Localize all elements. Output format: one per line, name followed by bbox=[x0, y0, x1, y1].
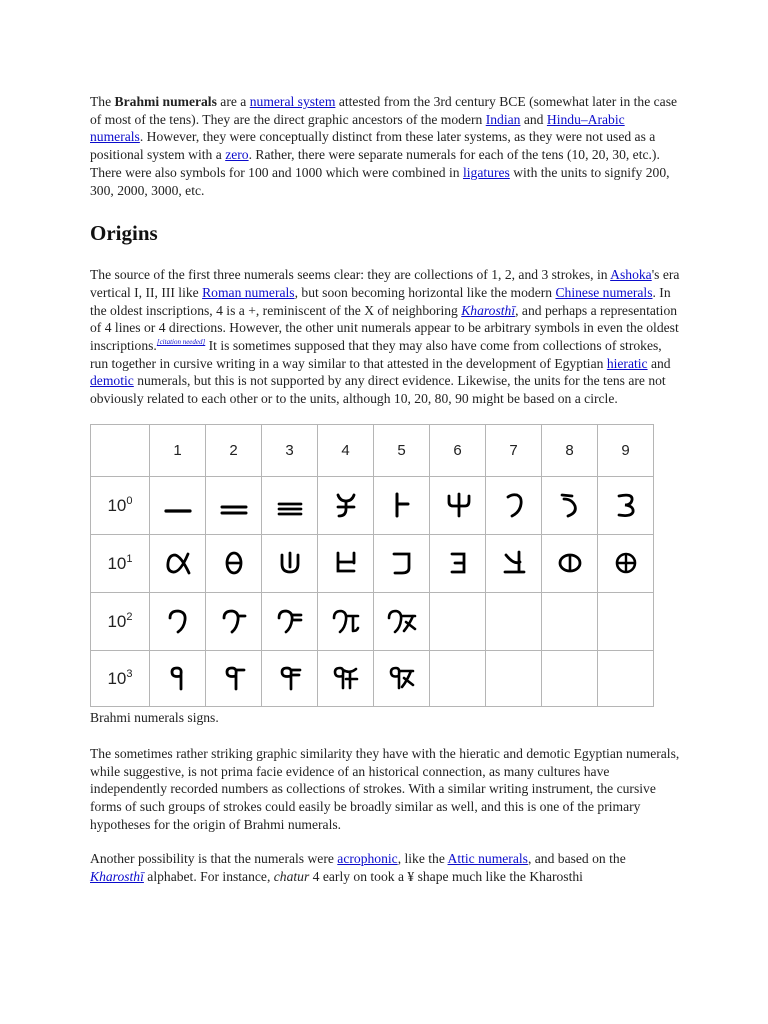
column-header: 3 bbox=[262, 424, 318, 476]
row-header bbox=[91, 534, 150, 592]
column-header: 4 bbox=[318, 424, 374, 476]
table-row bbox=[91, 534, 654, 592]
numeral-glyph bbox=[374, 650, 430, 706]
numeral-glyph bbox=[206, 650, 262, 706]
numeral-glyph bbox=[598, 476, 654, 534]
numeral-glyph bbox=[318, 476, 374, 534]
empty-cell bbox=[486, 650, 542, 706]
numeral-glyph bbox=[318, 592, 374, 650]
empty-cell bbox=[430, 650, 486, 706]
intro-paragraph bbox=[90, 93, 680, 199]
acrophonic-paragraph bbox=[90, 850, 680, 885]
column-header: 6 bbox=[430, 424, 486, 476]
table-header-row bbox=[91, 424, 654, 476]
column-header: 2 bbox=[206, 424, 262, 476]
numeral-glyph bbox=[262, 592, 318, 650]
row-exponent: 0 bbox=[126, 494, 133, 507]
numeral-glyph bbox=[318, 650, 374, 706]
row-exponent: 1 bbox=[126, 552, 133, 565]
row-header bbox=[91, 650, 150, 706]
row-base: 10 bbox=[107, 611, 127, 631]
brahmi-numerals-table bbox=[90, 424, 654, 707]
text: with the units to signify 200, 300, 2000, 3000, etc. bbox=[90, 164, 670, 198]
numeral-glyph bbox=[206, 592, 262, 650]
link-chinese-numerals[interactable]: Chinese numerals bbox=[555, 284, 653, 300]
row-base: 10 bbox=[107, 668, 127, 688]
link-roman-numerals[interactable]: Roman numerals bbox=[202, 284, 295, 300]
numeral-glyph bbox=[262, 650, 318, 706]
link-kharosthi-2[interactable]: Kharosthī bbox=[90, 869, 144, 885]
column-header: 7 bbox=[486, 424, 542, 476]
text: are a bbox=[216, 94, 250, 109]
origins-paragraph bbox=[90, 266, 680, 408]
text: , but soon becoming horizontal like the modern bbox=[294, 284, 556, 300]
text: . Rather, there were separate numerals for each of the tens (10, 20, 30, etc.). There were also symbols for 100 and 1000 which were combined in bbox=[90, 147, 660, 180]
table-row bbox=[91, 650, 654, 706]
text: 4 early on took a ¥ shape much like the Kharosthi bbox=[309, 869, 583, 885]
column-header: 5 bbox=[374, 424, 430, 476]
row-base: 10 bbox=[107, 495, 127, 515]
empty-cell bbox=[486, 592, 542, 650]
link-zero[interactable]: zero bbox=[225, 147, 249, 163]
column-header: 8 bbox=[542, 424, 598, 476]
numeral-glyph bbox=[542, 476, 598, 534]
numeral-glyph bbox=[486, 476, 542, 534]
article-body bbox=[90, 93, 680, 886]
text: and bbox=[647, 355, 671, 371]
numeral-glyph bbox=[262, 534, 318, 592]
link-hindu-arabic-numerals[interactable]: Hindu–Arabic numerals bbox=[90, 111, 625, 145]
row-base: 10 bbox=[107, 553, 127, 573]
section-heading-origins: Origins bbox=[90, 221, 158, 246]
numeral-glyph bbox=[374, 592, 430, 650]
text: . However, they were conceptually distinct from these later systems, as they were not used as a positional system with a bbox=[90, 129, 656, 163]
table-row bbox=[91, 476, 654, 534]
text: attested from the 3rd century BCE (somewhat later in the case of most of the tens). They are the direct graphic ancestors of the modern bbox=[90, 94, 678, 127]
link-ashoka[interactable]: Ashoka bbox=[610, 267, 652, 283]
italic-term: chatur bbox=[273, 869, 310, 885]
numeral-glyph bbox=[206, 534, 262, 592]
empty-cell bbox=[430, 592, 486, 650]
numeral-glyph bbox=[598, 534, 654, 592]
empty-cell bbox=[542, 592, 598, 650]
numeral-glyph bbox=[374, 534, 430, 592]
bold-term: Brahmi numerals bbox=[114, 94, 217, 109]
numeral-glyph bbox=[150, 592, 206, 650]
numeral-glyph bbox=[206, 476, 262, 534]
link-demotic[interactable]: demotic bbox=[90, 373, 134, 389]
numeral-glyph bbox=[430, 476, 486, 534]
text: . In the oldest inscriptions, 4 is a +, reminiscent of the X of neighboring bbox=[90, 284, 671, 318]
empty-cell bbox=[598, 650, 654, 706]
link-hieratic[interactable]: hieratic bbox=[606, 355, 648, 371]
numeral-glyph bbox=[150, 534, 206, 592]
text: The bbox=[90, 94, 115, 109]
text: , like the bbox=[397, 851, 448, 867]
numeral-glyph bbox=[262, 476, 318, 534]
numeral-glyph bbox=[150, 650, 206, 706]
table-row bbox=[91, 592, 654, 650]
table-caption: Brahmi numerals signs. bbox=[90, 709, 219, 725]
numeral-glyph bbox=[374, 476, 430, 534]
similarity-paragraph: The sometimes rather striking graphic similarity they have with the hieratic and demotic Egyptian numerals, while suggestive, is not prima facie evidence of an historical connection, as many cultures have independently recorded numbers as collections of strokes. With a similar writing instrument, the cursive forms of such groups of strokes could easily be broadly similar as well, and this is one of the primary hypotheses for the origin of Brahmi numerals. bbox=[90, 745, 680, 832]
text: , and perhaps a representation of 4 lines or 4 directions. However, the other unit numerals appear to be arbitrary symbols in even the oldest inscriptions. bbox=[90, 302, 679, 354]
numeral-glyph bbox=[150, 476, 206, 534]
link-acrophonic[interactable]: acrophonic bbox=[337, 851, 398, 867]
link-indian[interactable]: Indian bbox=[485, 111, 521, 127]
numeral-glyph bbox=[542, 534, 598, 592]
corner-cell bbox=[91, 424, 150, 476]
column-header: 9 bbox=[598, 424, 654, 476]
link-numeral-system[interactable]: numeral system bbox=[249, 94, 336, 109]
empty-cell bbox=[542, 650, 598, 706]
row-header bbox=[91, 592, 150, 650]
text: alphabet. For instance, bbox=[143, 869, 274, 885]
text: Another possibility is that the numerals were bbox=[90, 851, 338, 867]
text: 's era vertical I, II, III like bbox=[90, 267, 680, 300]
numeral-glyph bbox=[486, 534, 542, 592]
row-header bbox=[91, 476, 150, 534]
numeral-glyph bbox=[430, 534, 486, 592]
row-exponent: 2 bbox=[126, 610, 133, 623]
text: It is sometimes supposed that they may also have come from collections of strokes, run together in cursive writing in a way similar to that attested in the development of Egyptian bbox=[90, 338, 662, 371]
text: , and based on the bbox=[527, 851, 626, 867]
text: and bbox=[520, 111, 547, 127]
text: numerals, but this is not supported by any direct evidence. Likewise, the units for the tens are not obviously related to each other or to the units, although 10, 20, 80, 90 might be based on a circle. bbox=[90, 373, 666, 407]
citation-needed bbox=[157, 338, 205, 346]
text: The source of the first three numerals seems clear: they are collections of 1, 2, and 3 strokes, in bbox=[90, 267, 611, 283]
link-kharosthi[interactable]: Kharosthī bbox=[461, 302, 516, 318]
numeral-glyph bbox=[318, 534, 374, 592]
empty-cell bbox=[598, 592, 654, 650]
link-citation-needed[interactable]: [citation needed] bbox=[156, 338, 206, 347]
link-ligatures[interactable]: ligatures bbox=[462, 164, 510, 180]
column-header: 1 bbox=[150, 424, 206, 476]
link-attic-numerals[interactable]: Attic numerals bbox=[447, 851, 528, 867]
row-exponent: 3 bbox=[126, 667, 133, 680]
